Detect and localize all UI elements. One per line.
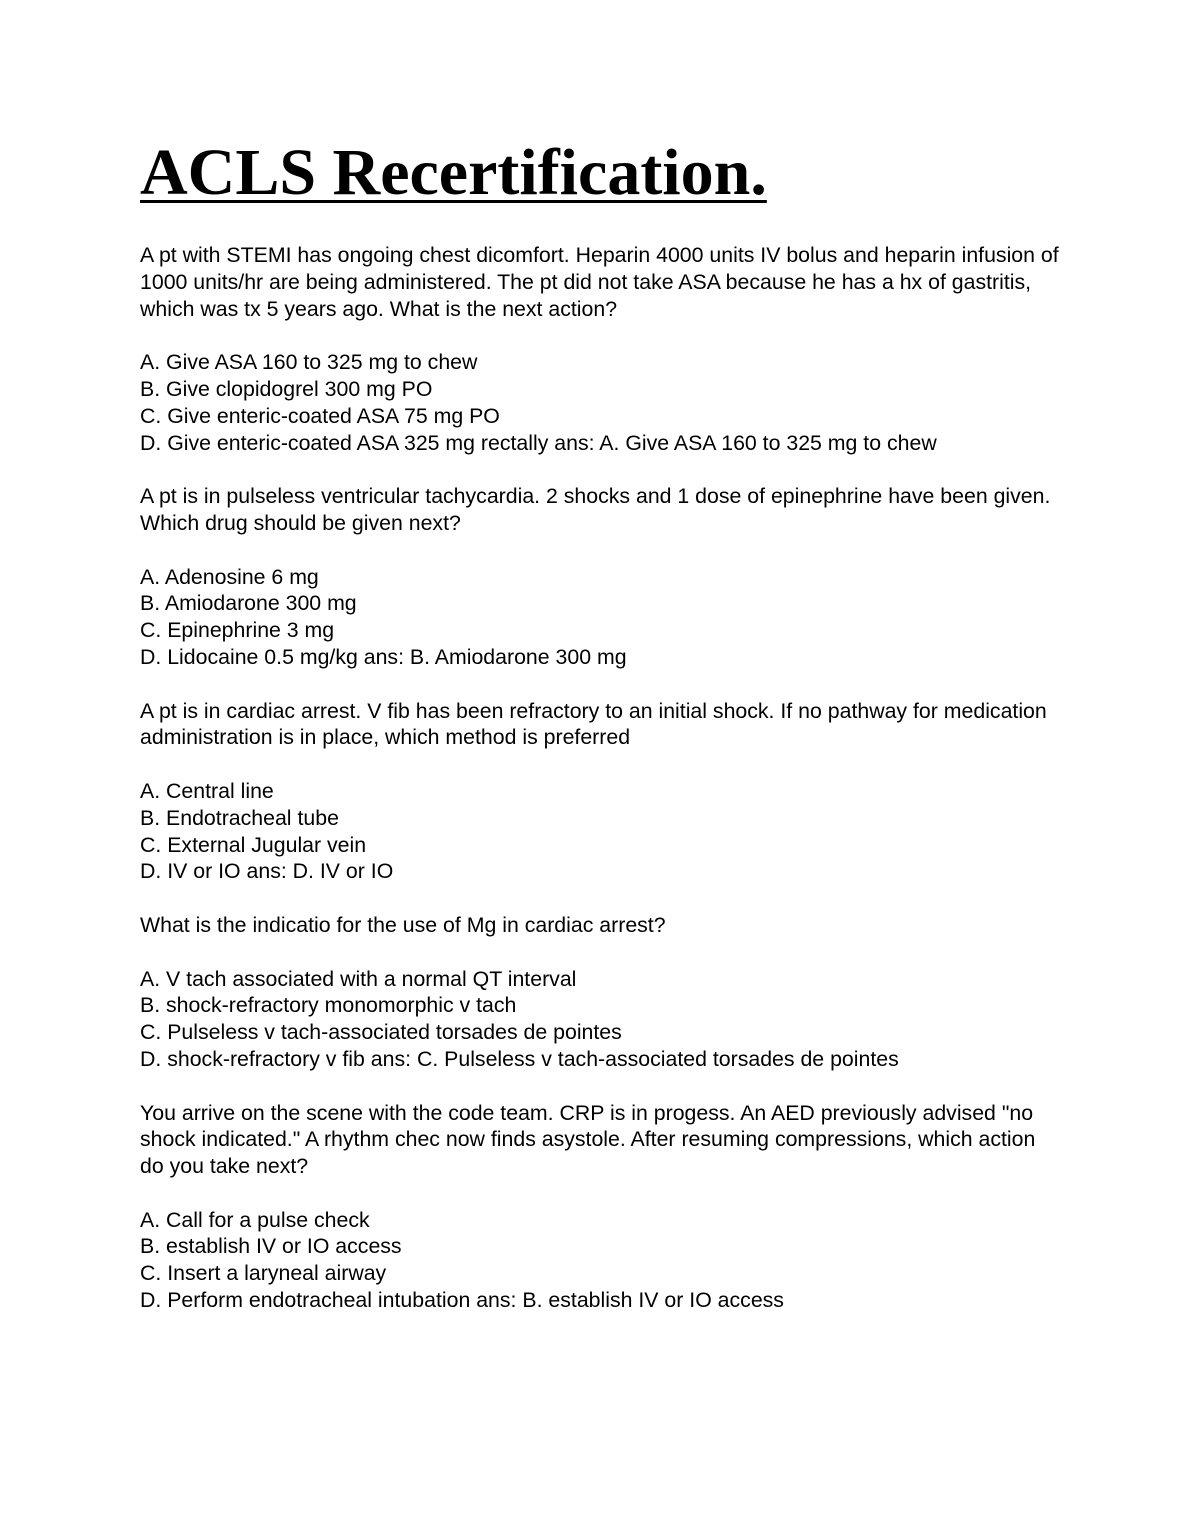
answer-option-c: C. External Jugular vein xyxy=(140,832,367,857)
answer-option-b: B. establish IV or IO access xyxy=(140,1234,402,1259)
question-text: You arrive on the scene with the code team. CRP is in progess. An AED previously advised "no shock indicated." A rhythm chec now finds asystole. After resuming compressions, which action do you take next? xyxy=(140,1100,1036,1179)
question-block-4 xyxy=(140,912,1060,1073)
answer-option-b: B. Amiodarone 300 mg xyxy=(140,591,357,616)
answer-option-a: A. Central line xyxy=(140,778,274,803)
answer-option-d: D. Perform endotracheal intubation ans: B. establish IV or IO access xyxy=(140,1288,784,1313)
question-text: A pt with STEMI has ongoing chest dicomfort. Heparin 4000 units IV bolus and heparin infusion of 1000 units/hr are being administered. The pt did not take ASA because he has a hx of gastritis, which was tx 5 years ago. What is the next action? xyxy=(140,243,1059,321)
answer-option-c: C. Give enteric-coated ASA 75 mg PO xyxy=(140,403,500,428)
answer-option-b: B. shock-refractory monomorphic v tach xyxy=(140,993,517,1018)
document-title: ACLS Recertification. xyxy=(140,136,767,209)
answer-options xyxy=(140,349,1060,456)
question-block-5 xyxy=(140,1100,1060,1314)
answer-option-d: D. IV or IO ans: D. IV or IO xyxy=(140,859,394,884)
answer-option-c: C. Insert a laryneal airway xyxy=(140,1261,387,1286)
answer-options xyxy=(140,966,1060,1073)
answer-options xyxy=(140,1207,1060,1314)
answer-options xyxy=(140,778,1060,885)
question-list xyxy=(140,242,1060,1314)
answer-option-d: D. Lidocaine 0.5 mg/kg ans: B. Amiodarone 300 mg xyxy=(140,644,627,669)
answer-option-a: A. Give ASA 160 to 325 mg to chew xyxy=(140,350,478,375)
answer-option-d: D. Give enteric-coated ASA 325 mg rectally ans: A. Give ASA 160 to 325 mg to chew xyxy=(140,430,937,455)
question-block-3 xyxy=(140,698,1060,886)
answer-options xyxy=(140,564,1060,671)
question-text: What is the indicatio for the use of Mg in cardiac arrest? xyxy=(140,912,666,937)
answer-option-b: B. Endotracheal tube xyxy=(140,805,339,830)
document-page xyxy=(140,136,1060,1341)
answer-option-a: A. V tach associated with a normal QT interval xyxy=(140,966,577,991)
answer-option-b: B. Give clopidogrel 300 mg PO xyxy=(140,376,433,401)
answer-option-a: A. Adenosine 6 mg xyxy=(140,564,319,589)
question-text: A pt is in cardiac arrest. V fib has been refractory to an initial shock. If no pathway for medication administration is in place, which method is preferred xyxy=(140,698,1047,750)
answer-option-a: A. Call for a pulse check xyxy=(140,1207,370,1232)
answer-option-c: C. Pulseless v tach-associated torsades de pointes xyxy=(140,1020,622,1045)
answer-option-c: C. Epinephrine 3 mg xyxy=(140,618,335,643)
question-block-1 xyxy=(140,242,1060,456)
question-text: A pt is in pulseless ventricular tachycardia. 2 shocks and 1 dose of epinephrine have been given. Which drug should be given next? xyxy=(140,484,1051,535)
question-block-2 xyxy=(140,483,1060,671)
answer-option-d: D. shock-refractory v fib ans: C. Pulseless v tach-associated torsades de pointes xyxy=(140,1046,899,1071)
